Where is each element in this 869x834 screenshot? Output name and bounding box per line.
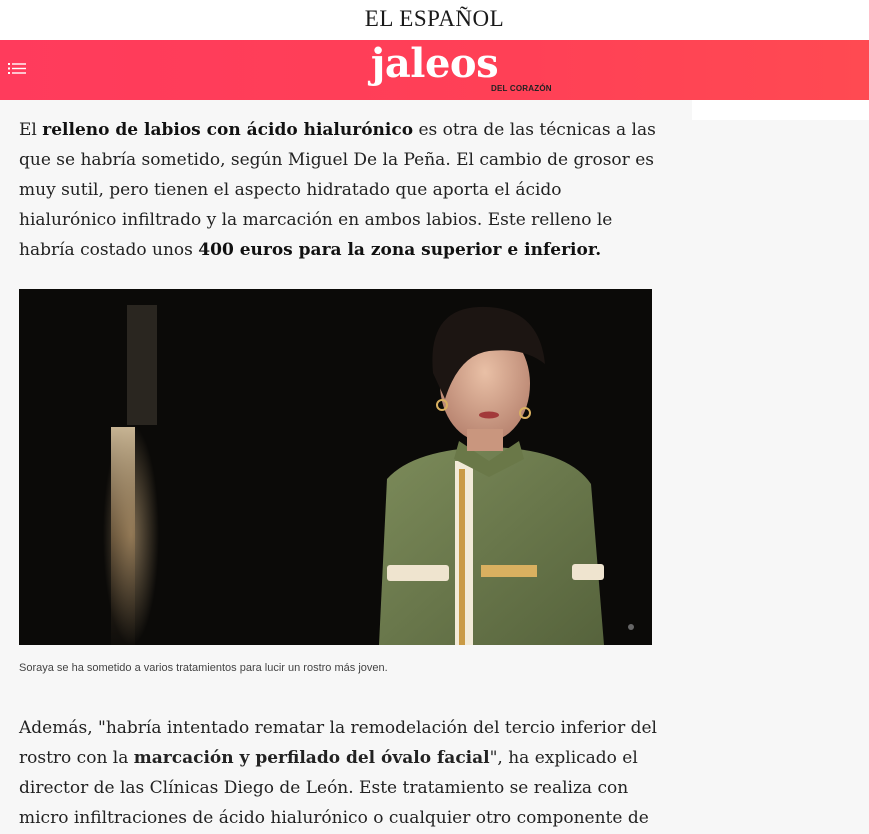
p2-text-2: ", ha explicado el director de las Clínicas Diego de León. Este tratamiento se realiza con micro infiltraciones de ácido hialurónico o cualquier otro componente de — [19, 748, 649, 828]
p1-text-2: es otra de las técnicas a las que se habría sometido, según Miguel De la Peña. El cambio de grosor es muy sutil, pero tienen el aspecto hidratado que aporta el ácido hialurónico infiltrado y la marcación en ambos labios. Este relleno le habría costado unos — [19, 120, 656, 260]
sidebar-ad-slot — [692, 100, 869, 120]
p1-bold-2: 400 euros para la zona superior e inferior. — [198, 240, 602, 260]
article-photo[interactable] — [19, 289, 652, 645]
top-bar — [0, 0, 869, 40]
p2-bold-1: marcación y perfilado del óvalo facial — [133, 748, 490, 768]
jaleos-logo[interactable] — [0, 42, 869, 86]
masthead-logo[interactable]: EL ESPAÑOL — [364, 6, 505, 31]
logo-name: jaleos — [370, 40, 499, 87]
photo-caption: Soraya se ha sometido a varios tratamientos para lucir un rostro más joven. — [19, 662, 388, 674]
p2-text-1: Además, "habría intentado rematar la remodelación del tercio inferior del rostro con la — [19, 718, 657, 768]
brand-bar — [0, 40, 869, 100]
article-paragraph-2 — [19, 713, 659, 833]
p1-text-1: El — [19, 120, 43, 140]
p1-bold-1: relleno de labios con ácido hialurónico — [42, 120, 414, 140]
logo-subtitle: DEL CORAZÓN — [491, 84, 552, 93]
article-paragraph-1 — [19, 115, 659, 265]
